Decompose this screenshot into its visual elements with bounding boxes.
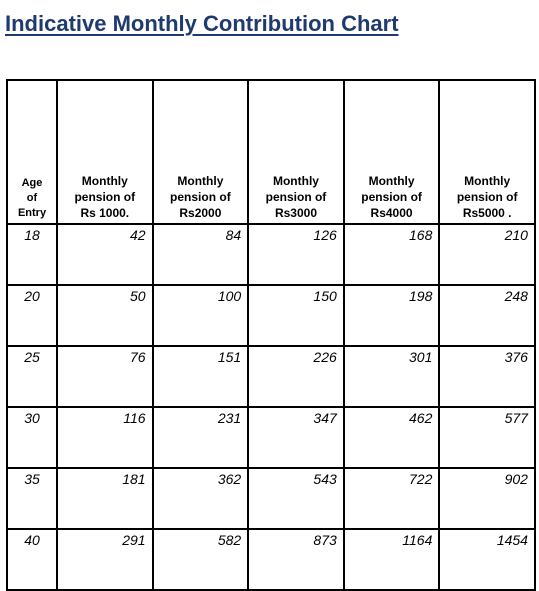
- value-cell: 543: [248, 468, 344, 529]
- value-cell: 76: [57, 346, 153, 407]
- value-cell: 577: [439, 407, 535, 468]
- value-cell: 84: [153, 224, 249, 285]
- age-cell: 25: [7, 346, 57, 407]
- value-cell: 150: [248, 285, 344, 346]
- age-cell: 20: [7, 285, 57, 346]
- value-cell: 1454: [439, 529, 535, 590]
- age-cell: 35: [7, 468, 57, 529]
- value-cell: 1164: [344, 529, 440, 590]
- value-cell: 248: [439, 285, 535, 346]
- value-cell: 902: [439, 468, 535, 529]
- value-cell: 210: [439, 224, 535, 285]
- value-cell: 168: [344, 224, 440, 285]
- value-cell: 362: [153, 468, 249, 529]
- table-row: [7, 468, 535, 529]
- value-cell: 462: [344, 407, 440, 468]
- header-pension-2000: Monthly pension of Rs2000: [153, 80, 249, 224]
- value-cell: 198: [344, 285, 440, 346]
- age-cell: 18: [7, 224, 57, 285]
- value-cell: 151: [153, 346, 249, 407]
- value-cell: 126: [248, 224, 344, 285]
- value-cell: 376: [439, 346, 535, 407]
- header-pension-3000: Monthly pension of Rs3000: [248, 80, 344, 224]
- table-row: [7, 407, 535, 468]
- value-cell: 347: [248, 407, 344, 468]
- value-cell: 873: [248, 529, 344, 590]
- header-age-of-entry: Age of Entry: [7, 80, 57, 224]
- age-cell: 30: [7, 407, 57, 468]
- value-cell: 301: [344, 346, 440, 407]
- value-cell: 231: [153, 407, 249, 468]
- value-cell: 100: [153, 285, 249, 346]
- header-pension-4000: Monthly pension of Rs4000: [344, 80, 440, 224]
- value-cell: 722: [344, 468, 440, 529]
- page-title: Indicative Monthly Contribution Chart: [5, 11, 399, 36]
- header-pension-1000: Monthly pension of Rs 1000.: [57, 80, 153, 224]
- age-cell: 40: [7, 529, 57, 590]
- value-cell: 116: [57, 407, 153, 468]
- table-row: [7, 529, 535, 590]
- value-cell: 50: [57, 285, 153, 346]
- value-cell: 291: [57, 529, 153, 590]
- table-header-row: [7, 80, 535, 224]
- contribution-table: [6, 79, 536, 591]
- value-cell: 181: [57, 468, 153, 529]
- table-row: [7, 285, 535, 346]
- value-cell: 226: [248, 346, 344, 407]
- header-pension-5000: Monthly pension of Rs5000 .: [439, 80, 535, 224]
- value-cell: 42: [57, 224, 153, 285]
- table-row: [7, 224, 535, 285]
- value-cell: 582: [153, 529, 249, 590]
- table-row: [7, 346, 535, 407]
